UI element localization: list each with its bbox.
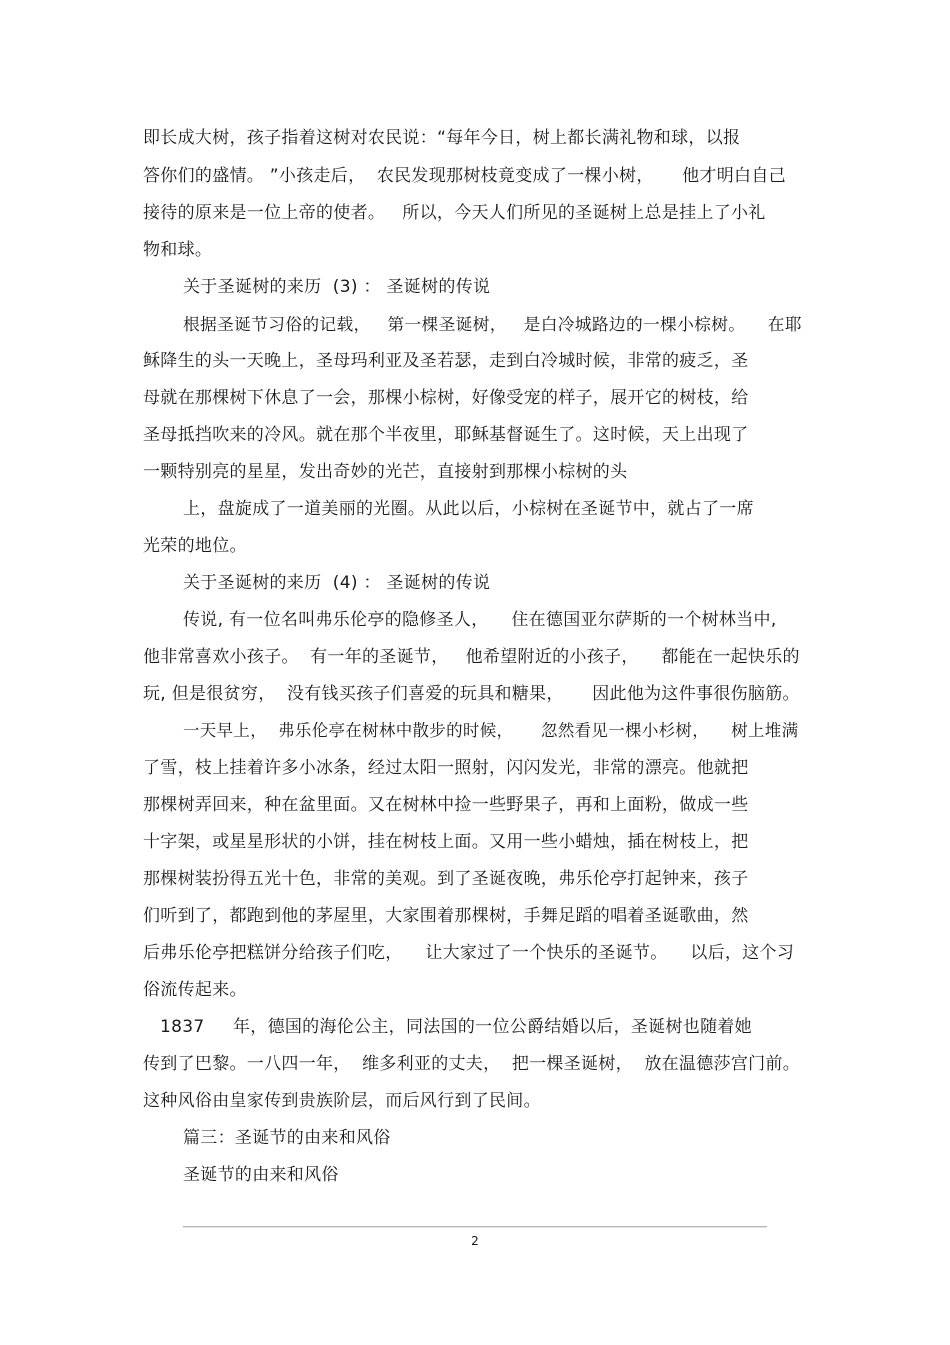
text-line: 物和球。 [143, 240, 213, 260]
text-line: 们听到了，都跑到他的茅屋里，大家围着那棵树，手舞足蹈的唱着圣诞歌曲，然 [143, 906, 749, 926]
text-line: 答你们的盛情。 ”小孩走后， 农民发现那树枝竟变成了一棵小树， 他才明白自己 [143, 166, 786, 186]
text-line: 传说, 有一位名叫弗乐伦亭的隐修圣人， 住在德国亚尔萨斯的一个树林当中, [183, 610, 777, 630]
section-subheading: 圣诞节的由来和风俗 [183, 1165, 339, 1185]
text-line: 即长成大树，孩子指着这树对农民说：“每年今日，树上都长满礼物和球，以报 [143, 128, 741, 148]
text-line: 传到了巴黎。一八四一年， 维多利亚的丈夫， 把一棵圣诞树， 放在温德莎宫门前。 [143, 1054, 801, 1074]
text-line: 接待的原来是一位上帝的使者。 所以，今天人们所见的圣诞树上总是挂上了小礼 [143, 203, 766, 223]
text-line: 了雪，枝上挂着许多小冰条，经过太阳一照射，闪闪发光，非常的漂亮。他就把 [143, 758, 749, 778]
text-line: 这种风俗由皇家传到贵族阶层，而后风行到了民间。 [143, 1091, 541, 1111]
text-line: 玩, 但是很贫穷， 没有钱买孩子们喜爱的玩具和糖果， 因此他为这件事很伤脑筋。 [143, 684, 800, 704]
text-line: 1837 年，德国的海伦公主，同法国的一位公爵结婚以后，圣诞树也随着她 [160, 1017, 752, 1037]
section-heading: 关于圣诞树的来历 (3) ： 圣诞树的传说 [183, 277, 491, 297]
section-heading: 关于圣诞树的来历 (4) ： 圣诞树的传说 [183, 573, 491, 593]
text-line: 那棵树弄回来，种在盆里面。又在树林中捡一些野果子，再和上面粉，做成一些 [143, 795, 749, 815]
text-line: 母就在那棵树下休息了一会，那棵小棕树，好像受宠的样子，展开它的树枝，给 [143, 388, 749, 408]
text-line: 稣降生的头一天晚上，圣母玛利亚及圣若瑟，走到白冷城时候，非常的疲乏，圣 [143, 351, 749, 371]
text-line: 光荣的地位。 [143, 536, 247, 556]
text-line: 后弗乐伦亭把糕饼分给孩子们吃， 让大家过了一个快乐的圣诞节。 以后，这个习 [143, 943, 795, 963]
text-line: 根据圣诞节习俗的记载， 第一棵圣诞树， 是白冷城路边的一棵小棕树。 在耶 [183, 314, 802, 334]
page-number: 2 [471, 1234, 479, 1248]
text-line: 上，盘旋成了一道美丽的光圈。从此以后，小棕树在圣诞节中，就占了一席 [183, 499, 754, 519]
text-line: 一天早上， 弗乐伦亭在树林中散步的时候， 忽然看见一棵小杉树， 树上堆满 [183, 721, 799, 740]
footer-divider [183, 1226, 767, 1227]
text-line: 他非常喜欢小孩子。 有一年的圣诞节， 他希望附近的小孩子， 都能在一起快乐的 [143, 647, 800, 667]
text-line: 那棵树装扮得五光十色，非常的美观。到了圣诞夜晚，弗乐伦亭打起钟来，孩子 [143, 869, 749, 889]
text-line: 俗流传起来。 [143, 980, 247, 1000]
text-line: 一颗特别亮的星星，发出奇妙的光芒，直接射到那棵小棕树的头 [143, 462, 628, 482]
text-line: 圣母抵挡吹来的冷风。就在那个半夜里，耶稣基督诞生了。这时候，天上出现了 [143, 425, 749, 445]
section-heading: 篇三：圣诞节的由来和风俗 [183, 1128, 391, 1148]
text-line: 十字架，或星星形状的小饼，挂在树枝上面。又用一些小蜡烛，插在树枝上，把 [143, 832, 749, 852]
